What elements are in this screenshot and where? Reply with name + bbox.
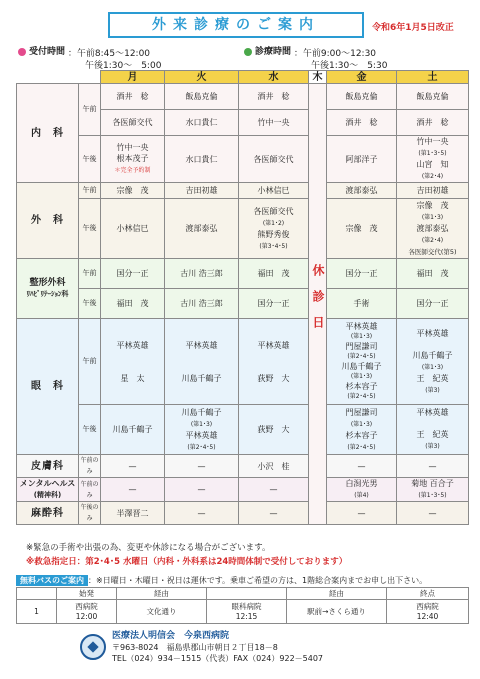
dept-ganka: 眼 科 <box>17 319 79 455</box>
day-tue: 火 <box>165 71 239 84</box>
reception-hours: 受付時間 ：午前8:45～12:00 午後1:30～ 5:00 <box>18 46 161 72</box>
day-sat: 土 <box>397 71 469 84</box>
footer: 医療法人明信会 今泉西病院 〒963-8024 福島県郡山市朝日２丁目18－8 TEL（024）934－1515（代表）FAX（024）922－5407 <box>112 631 324 663</box>
dept-seikei: 整形外科 ﾘﾊﾋﾞﾘﾃｰｼｮﾝ科 <box>17 259 79 319</box>
revision-date: 令和6年1月5日改正 <box>372 23 454 33</box>
schedule-table: 月 火 水 木 金 土 内 科 午前 酒井 稔 飯島克倫 酒井 稔 休診日 飯島克倫 飯島克倫 各医師交代 水口貴仁 竹中一央 酒井 稔 酒井 稔 午後 竹中一央 根本茂子 ＊完全予約制 水口貴仁 各医師交代 阿部洋子 竹中一央 (第1･3･5) 山宮 知 (第2･4) 外 科 午前 宗像 茂 吉田初雄 小林信巳 渡部泰弘 吉田初雄 午後 小林信巳 渡部泰弘 各医師交代 (第1･2) 熊野秀俊 (第3･4･5) 宗像 茂 宗像 茂 (第1･3) 渡部泰弘 (第2･4) 各医師交代(第5) 整形外科 ﾘﾊﾋﾞﾘﾃｰｼｮﾝ科 午前 国分一正 古川 浩三郎 福田 茂 国分一正 福田 茂 午後 福田 茂 古川 浩三郎 国分一正 手術 国分一正 眼 科 午前 平林英雄 星 太 平林英雄 川島千鶴子 平林英雄 荻野 大 平林英雄 (第1･3) 門屋謙司 (第2･4･5) 川島千鶴子 (第1･3) 杉本容子 (第2･4･5) 平林英雄 川島千鶴子 (第1･3) 王 紀英 (第3) 午後 川島千鶴子 川島千鶴子 (第1･3) 平林英雄 (第2･4･5) 荻野 大 門屋謙司 (第1･3) 杉本容子 (第2･4･5) 平林英雄 王 紀英 (第3) 皮膚科 午前のみ — — 小沢 桂 — — メンタルヘルス (精神科) 午前のみ — — — 白潟光男 (第4) 菊地 百合子 (第1･3･5) 麻酔科 午後のみ 半澤晋二 — — — — <box>16 70 469 525</box>
day-mon: 月 <box>101 71 165 84</box>
bus-header: 無料バスのご案内 ：※日曜日・木曜日・祝日は運休です。乗車ご希望の方は、1階総合案内までお申し出下さい。 <box>16 575 468 586</box>
hospital-logo-icon <box>80 634 106 660</box>
day-fri: 金 <box>327 71 397 84</box>
consult-hours: 診療時間 ：午前9:00～12:30 午後1:30～ 5:30 <box>244 46 387 72</box>
closed-thursday: 休診日 <box>309 84 327 525</box>
dept-masui: 麻酔科 <box>17 502 79 525</box>
bus-table: 始発 経由 経由 終点 1 西病院 12:00 文化通り 眼科病院 12:15 駅前→さくら通り 西病院 12:40 <box>16 587 469 624</box>
day-wed: 水 <box>239 71 309 84</box>
bus-title: 無料バスのご案内 <box>16 575 88 586</box>
day-thu: 木 <box>309 71 327 84</box>
page-title: 外来診療のご案内 <box>108 12 364 38</box>
note-emergency: ※緊急の手術や出張の為、変更や休診になる場合がございます。 <box>26 543 271 553</box>
dept-hifu: 皮膚科 <box>17 455 79 478</box>
consult-dot-icon <box>244 48 252 56</box>
dept-naika: 内 科 <box>17 84 79 183</box>
dept-mental: メンタルヘルス (精神科) <box>17 478 79 502</box>
note-emergency-days: ※救急指定日：第2･4･5 水曜日（内科・外科系は24時間体制で受付しております） <box>26 557 348 567</box>
reception-dot-icon <box>18 48 26 56</box>
dept-geka: 外 科 <box>17 183 79 259</box>
